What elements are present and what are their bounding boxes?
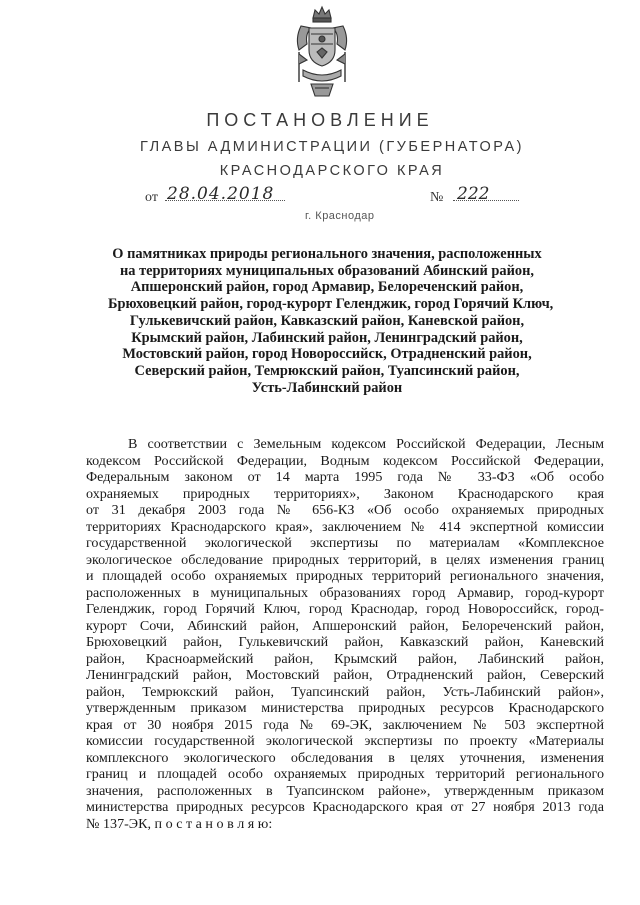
body-line: курорт Сочи, Абинский район, Апшеронский район, Белореченский район,	[86, 617, 604, 634]
subject-line: Апшеронский район, город Армавир, Белореченский район,	[130, 279, 524, 296]
body-line: территориях Краснодарского края», заключением № 414 экспертной комиссии	[86, 518, 604, 535]
body-line: Федеральным законом от 14 марта 1995 года № 33-ФЗ «Об особо	[86, 469, 604, 485]
body-line: комиссии государственной экологической экспертизы по проекту «Материалы	[86, 733, 604, 749]
body-line: государственной экологической экспертизы по материалам «Комплексное	[86, 535, 604, 551]
subject-line: Усть-Лабинский район	[251, 379, 403, 396]
body-line: кодексом Российской Федерации, Водным кодексом Российской Федерации,	[86, 452, 604, 469]
date-value: 28.04.2018	[167, 184, 275, 204]
subject-line: Мостовский район, город Новороссийск, Отрадненский район,	[122, 346, 532, 363]
date-number-row	[145, 186, 545, 210]
subject-line: Гулькевичский район, Кавказский район, Каневской район,	[129, 312, 525, 329]
issuer-line: ГЛАВЫ АДМИНИСТРАЦИИ (ГУБЕРНАТОРА)	[140, 139, 524, 155]
subject-line: Северский район, Темрюкский район, Туапсинский район,	[134, 362, 520, 379]
body-line: Геленджик, город Горячий Ключ, город Краснодар, город Новороссийск, город-	[86, 601, 604, 617]
body-line: экологическое обследование природных территорий, в целях изменения границ	[86, 551, 604, 568]
body-line: В соответствии с Земельным кодексом Российской Федерации, Лесным	[128, 436, 604, 452]
body-line: Ленинградский район, Мостовский район, Отрадненский район, Северский	[86, 667, 604, 683]
body-line: от 31 декабря 2003 года № 656-КЗ «Об особо охраняемых природных	[86, 502, 604, 518]
city-name: г. Краснодар	[305, 210, 375, 222]
body-line: края от 30 ноября 2015 года № 69-ЭК, заключением № 503 экспертной	[86, 716, 604, 733]
body-line: Брюховецкий район, Гулькевичский район, Кавказский район, Каневский	[86, 634, 604, 650]
body-paragraph	[86, 436, 604, 832]
subject-line: на территориях муниципальных образований Абинский район,	[119, 262, 534, 279]
coat-of-arms-icon	[293, 4, 351, 100]
document-type-title: ПОСТАНОВЛЕНИЕ	[206, 110, 434, 130]
body-line: и площадей особо охраняемых природных территорий регионального значения,	[86, 568, 604, 584]
date-label: от	[145, 190, 158, 205]
body-line: № 137-ЭК, п о с т а н о в л я ю:	[86, 815, 273, 832]
body-line: расположенных в муниципальных образованиях город Армавир, город-курорт	[86, 584, 604, 601]
region-line: КРАСНОДАРСКОГО КРАЯ	[219, 163, 445, 179]
body-line: район, Красноармейский район, Крымский район, Лабинский район,	[86, 650, 604, 667]
body-line: границ и площадей особо охраняемых природных территорий регионального	[86, 766, 604, 782]
body-line: утвержденным приказом министерства природных ресурсов Краснодарского	[86, 700, 604, 716]
body-line: комплексного экологического обследования в целях уточнения, изменения	[86, 749, 604, 766]
number-label: №	[430, 190, 444, 205]
body-line: значения, расположенных в Туапсинском районе», утвержденным приказом	[86, 782, 604, 799]
subject-line: Брюховецкий район, город-курорт Геленджик, город Горячий Ключ,	[108, 296, 554, 313]
body-line: охраняемых природных территориях», Законом Краснодарского края	[86, 485, 604, 502]
body-line: район, Темрюкский район, Туапсинский район, Усть-Лабинский район»,	[86, 683, 604, 700]
document-subject	[108, 246, 554, 396]
subject-line: Крымский район, Лабинский район, Ленинградский район,	[131, 329, 523, 346]
body-line: министерства природных ресурсов Краснодарского края от 27 ноября 2013 года	[86, 799, 604, 815]
number-value: 222	[457, 184, 490, 204]
subject-line: О памятниках природы регионального значения, расположенных	[112, 246, 542, 262]
